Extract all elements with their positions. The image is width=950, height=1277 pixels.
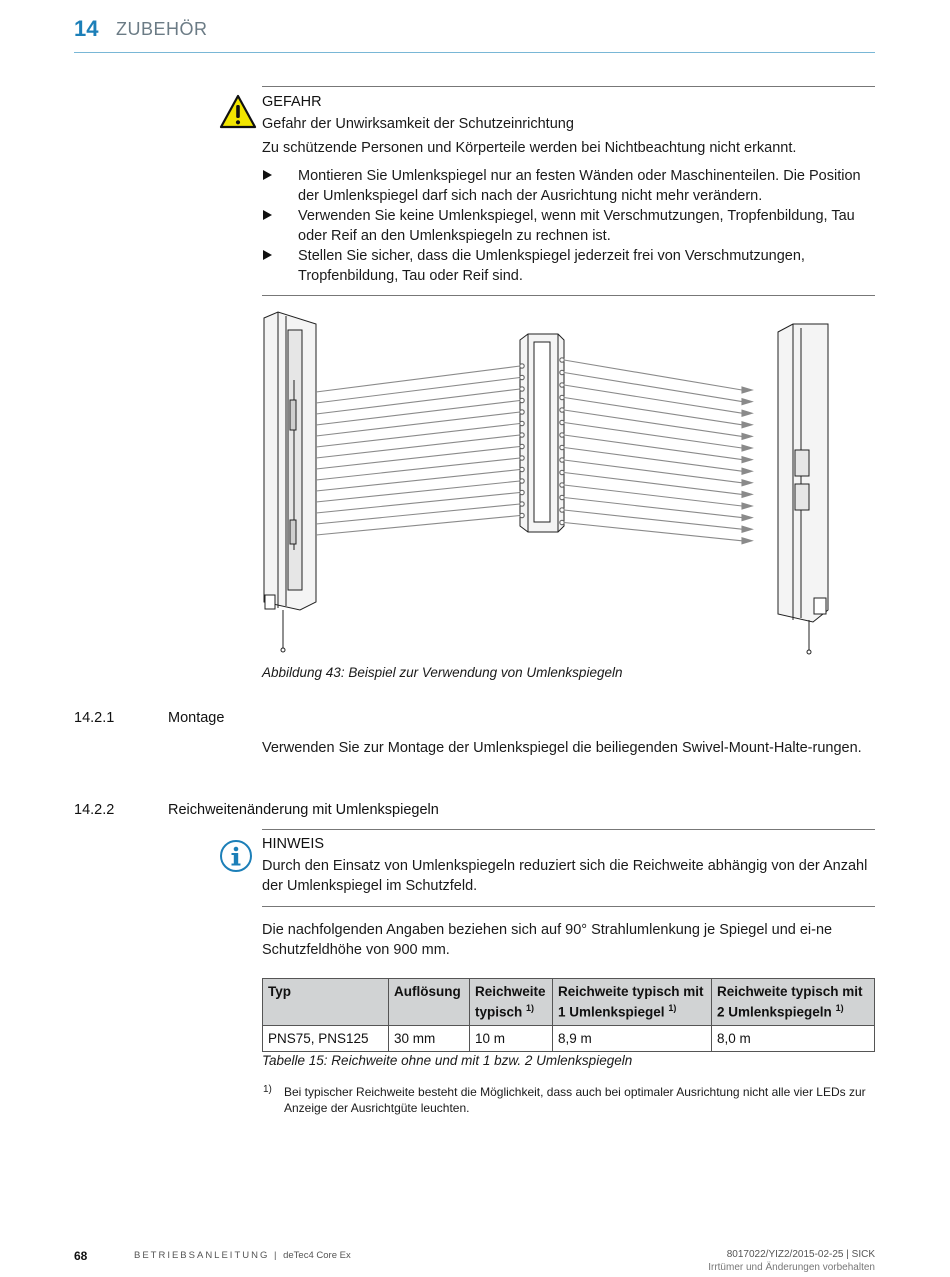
- figure-caption: Abbildung 43: Beispiel zur Verwendung von Umlenkspiegeln: [262, 665, 623, 680]
- light-beam-out: [564, 510, 742, 529]
- column-header: Reichweite typisch mit 2 Umlenkspiegeln $^{1)}$: [712, 979, 875, 1026]
- footer-doc-label: BETRIEBSANLEITUNG | deTec4 Core Ex: [134, 1250, 351, 1261]
- light-beam-out: [564, 410, 742, 436]
- light-beam-out: [564, 385, 742, 413]
- light-beam-out: [564, 435, 742, 460]
- danger-bullet-list: [262, 166, 874, 286]
- danger-signal-word: GEFAHR: [262, 94, 322, 110]
- beam-arrow: [742, 433, 752, 439]
- light-beam-out: [564, 398, 742, 425]
- mirror-usage-illustration: [258, 310, 858, 660]
- light-beam-in: [316, 504, 520, 524]
- light-beam-in: [316, 401, 520, 426]
- light-beam-in: [316, 458, 520, 480]
- danger-bottom-rule: [262, 295, 875, 296]
- note-signal-word: HINWEIS: [262, 836, 325, 852]
- light-beam-out: [564, 360, 742, 390]
- mirror-node: [560, 520, 564, 524]
- mirror-node: [520, 387, 524, 391]
- light-beam-in: [316, 366, 520, 392]
- mirror-node: [520, 502, 524, 506]
- light-beam-out: [564, 373, 742, 402]
- light-beam-out: [564, 460, 742, 483]
- light-beam-out: [564, 523, 742, 541]
- page-header: [74, 14, 875, 53]
- beam-arrow: [742, 526, 752, 532]
- list-item: [262, 246, 874, 286]
- light-beam-out: [564, 473, 742, 495]
- mirror-node: [560, 383, 564, 387]
- column-header: Auflösung: [389, 979, 470, 1026]
- bullet-arrow-icon: [263, 250, 272, 260]
- danger-top-rule: [262, 86, 875, 87]
- section-number: 14.2.1: [74, 710, 115, 726]
- light-beam-in: [316, 481, 520, 502]
- mirror-node: [560, 408, 564, 412]
- table-cell: 30 mm: [389, 1025, 470, 1051]
- range-table: [262, 978, 875, 1052]
- footnote-ref: 1): [526, 1003, 535, 1013]
- mirror-node: [560, 445, 564, 449]
- light-beam-in: [316, 447, 520, 470]
- table-cell: 10 m: [470, 1025, 553, 1051]
- mirror-node: [520, 456, 524, 460]
- mirror-node: [560, 483, 564, 487]
- beam-arrow: [742, 410, 752, 416]
- section-text: Verwenden Sie zur Montage der Umlenkspiegel die beiliegenden Swivel-Mount-Halte-rungen.: [262, 740, 862, 756]
- section-text: Die nachfolgenden Angaben beziehen sich auf 90° Strahlumlenkung je Spiegel und ei-ne Schutzfeldhöhe von 900 mm.: [262, 922, 833, 958]
- bullet-arrow-icon: [263, 210, 272, 220]
- footer-product: deTec4 Core Ex: [283, 1250, 351, 1261]
- column-header: Typ: [263, 979, 389, 1026]
- light-beam-out: [564, 448, 742, 472]
- light-beam-in: [316, 516, 520, 536]
- beam-arrow: [742, 445, 752, 451]
- mirror-node: [560, 420, 564, 424]
- mirror-node: [520, 513, 524, 517]
- light-beam-out: [564, 498, 742, 518]
- column-header: Reichweite typisch mit 1 Umlenkspiegel $^{1)}$: [553, 979, 712, 1026]
- mirror-node: [520, 398, 524, 402]
- list-item: [262, 166, 874, 206]
- mirror-node: [560, 458, 564, 462]
- section-title: Reichweitenänderung mit Umlenkspiegeln: [168, 802, 439, 818]
- light-beam-in: [316, 412, 520, 436]
- mirror-node: [520, 421, 524, 425]
- bullet-text: Montieren Sie Umlenkspiegel nur an festen Wänden oder Maschinenteilen. Die Position der Umlenkspiegel darf sich nach der Ausrichtung nicht mehr verändern.: [298, 168, 861, 204]
- footnote-text: Bei typischer Reichweite besteht die Möglichkeit, dass auch bei optimaler Ausrichtung nicht alle vier LEDs zur Anzeige der Ausrichtgüte leuchten.: [284, 1085, 866, 1115]
- footer-doc-id: 8017022/YIZ2/2015-02-25 | SICK: [726, 1249, 875, 1260]
- mirror-node: [560, 358, 564, 362]
- mirror-node: [560, 495, 564, 499]
- light-beam-out: [564, 423, 742, 449]
- deflection-mirror-column: [520, 334, 564, 532]
- section-number: 14.2.2: [74, 802, 115, 818]
- beam-arrow: [742, 538, 752, 544]
- note-bottom-rule: [262, 906, 875, 907]
- footnote-ref: 1): [668, 1003, 677, 1013]
- bullet-text: Verwenden Sie keine Umlenkspiegel, wenn mit Verschmutzungen, Tropfenbildung, Tau oder Reif an den Umlenkspiegeln zu rechnen ist.: [298, 208, 855, 244]
- table-header-row: [263, 979, 875, 1026]
- mirror-node: [560, 370, 564, 374]
- light-beam-in: [316, 389, 520, 414]
- table-cell: PNS75, PNS125: [263, 1025, 389, 1051]
- beam-arrow: [742, 515, 752, 521]
- footnote-ref: 1): [835, 1003, 844, 1013]
- sender-device: [264, 312, 316, 652]
- light-beam-in: [316, 378, 520, 404]
- column-header: Reichweite typisch $^{1)}$: [470, 979, 553, 1026]
- light-beam-in: [316, 493, 520, 514]
- bullet-text: Stellen Sie sicher, dass die Umlenkspiegel jederzeit frei von Verschmutzungen, Tropfenbildung, Tau oder Reif sind.: [298, 248, 805, 284]
- beam-arrow: [742, 399, 752, 405]
- footnote-mark: 1): [263, 1084, 272, 1095]
- light-beam-out: [564, 485, 742, 506]
- footer-disclaimer: Irrtümer und Änderungen vorbehalten: [708, 1262, 875, 1273]
- receiver-device: [778, 324, 828, 654]
- beam-arrow: [742, 422, 752, 428]
- mirror-node: [560, 470, 564, 474]
- list-item: [262, 206, 874, 246]
- mirror-node: [520, 433, 524, 437]
- mirror-node: [520, 364, 524, 368]
- danger-headline: Gefahr der Unwirksamkeit der Schutzeinrichtung: [262, 116, 574, 132]
- section-title: Montage: [168, 710, 225, 726]
- light-beam-in: [316, 470, 520, 492]
- info-icon: [219, 839, 253, 873]
- mirror-node: [560, 433, 564, 437]
- chapter-number: 14: [74, 16, 99, 41]
- mirror-node: [560, 508, 564, 512]
- beam-arrow: [742, 387, 752, 393]
- mirror-node: [520, 490, 524, 494]
- danger-intro: Zu schützende Personen und Körperteile werden bei Nichtbeachtung nicht erkannt.: [262, 140, 797, 156]
- light-beam-in: [316, 435, 520, 458]
- page-number: 68: [74, 1249, 88, 1263]
- mirror-node: [560, 395, 564, 399]
- mirror-node: [520, 375, 524, 379]
- table-cell: 8,0 m: [712, 1025, 875, 1051]
- note-top-rule: [262, 829, 875, 830]
- chapter-title: ZUBEHÖR: [116, 19, 208, 39]
- warning-triangle-icon: [219, 94, 257, 129]
- beam-arrow: [742, 457, 752, 463]
- mirror-node: [520, 410, 524, 414]
- beam-arrow: [742, 468, 752, 474]
- beam-arrow: [742, 491, 752, 497]
- beam-arrow: [742, 503, 752, 509]
- light-beam-in: [316, 424, 520, 448]
- table-caption: Tabelle 15: Reichweite ohne und mit 1 bzw. 2 Umlenkspiegeln: [262, 1053, 633, 1068]
- table-row: [263, 1025, 875, 1051]
- note-text: Durch den Einsatz von Umlenkspiegeln reduziert sich die Reichweite abhängig von der Anzahl der Umlenkspiegel im Schutzfeld.: [262, 858, 868, 894]
- table-cell: 8,9 m: [553, 1025, 712, 1051]
- mirror-node: [520, 479, 524, 483]
- mirror-node: [520, 444, 524, 448]
- bullet-arrow-icon: [263, 170, 272, 180]
- beam-arrow: [742, 480, 752, 486]
- mirror-node: [520, 467, 524, 471]
